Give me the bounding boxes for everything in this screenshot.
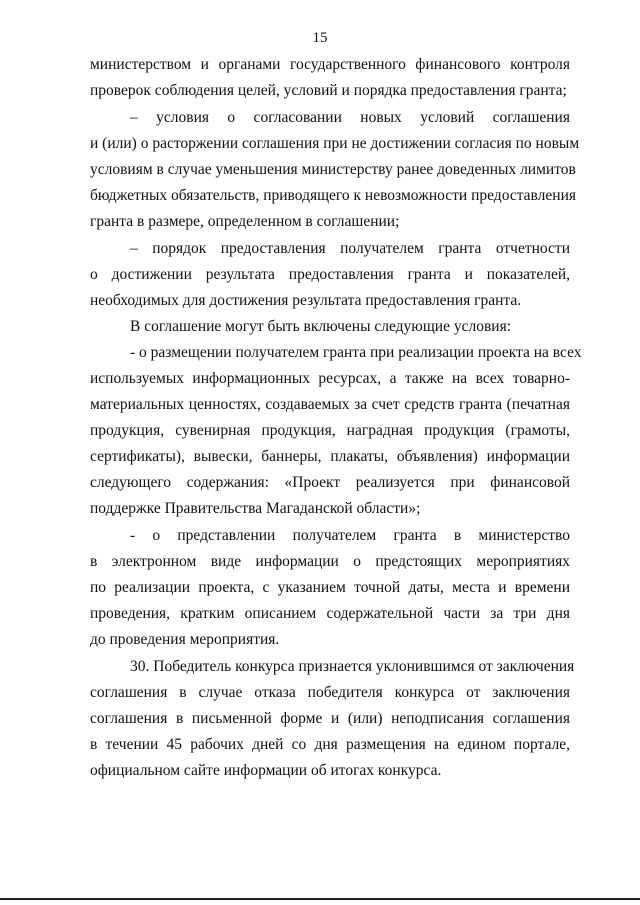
- text-line: материальных ценностях, создаваемых за счет средств гранта (печатная: [90, 396, 570, 413]
- paragraph-30: 30. Победитель конкурса признается уклонившимся от заключения: [130, 658, 575, 675]
- text-line: соглашения в письменной форме и (или) неподписания соглашения: [90, 710, 570, 727]
- list-item-reporting: – порядок предоставления получателем гранта отчетности: [130, 240, 570, 257]
- list-item-placement: - о размещении получателем гранта при реализации проекта на всех: [130, 344, 582, 361]
- page-number: 15: [312, 30, 328, 46]
- text-line: по реализации проекта, с указанием точной даты, места и времени: [90, 579, 570, 596]
- text-line: в течении 45 рабочих дней со дня размещения на едином портале,: [90, 736, 570, 753]
- list-item-conditions: – условия о согласовании новых условий соглашения: [130, 109, 570, 126]
- text-line: условиям в случае уменьшения министерству ранее доведенных лимитов: [90, 161, 576, 178]
- text-line: используемых информационных ресурсах, а также на всех товарно-: [90, 370, 570, 387]
- text-line: проведения, кратким описанием содержательной части за три дня: [90, 605, 570, 622]
- paragraph-intro: В соглашение могут быть включены следующие условия:: [130, 318, 512, 335]
- text-line: поддержке Правительства Магаданской области»;: [90, 500, 421, 517]
- text-line: в электронном виде информации о предстоящих мероприятиях: [90, 553, 570, 570]
- text-line: сертификаты), вывески, баннеры, плакаты, объявления) информации: [90, 448, 570, 465]
- text-line: министерством и органами государственного финансового контроля: [90, 56, 570, 73]
- text-line: официальном сайте информации об итогах конкурса.: [90, 762, 442, 779]
- text-line: бюджетных обязательств, приводящего к невозможности предоставления: [90, 187, 576, 204]
- text-line: продукция, сувенирная продукция, наградная продукция (грамоты,: [90, 422, 570, 439]
- text-line: до проведения мероприятия.: [90, 631, 280, 648]
- text-line: следующего содержания: «Проект реализуется при финансовой: [90, 474, 570, 491]
- text-line: и (или) о расторжении соглашения при не достижении согласия по новым: [90, 135, 580, 152]
- text-line: проверок соблюдения целей, условий и порядка предоставления гранта;: [90, 82, 567, 99]
- text-line: соглашения в случае отказа победителя конкурса от заключения: [90, 684, 570, 701]
- text-line: о достижении результата предоставления гранта и показателей,: [90, 266, 570, 283]
- page-bottom-rule: [0, 898, 640, 900]
- text-line: гранта в размере, определенном в соглашении;: [90, 213, 400, 230]
- text-line: необходимых для достижения результата предоставления гранта.: [90, 292, 522, 309]
- list-item-events: - о представлении получателем гранта в министерство: [130, 527, 570, 544]
